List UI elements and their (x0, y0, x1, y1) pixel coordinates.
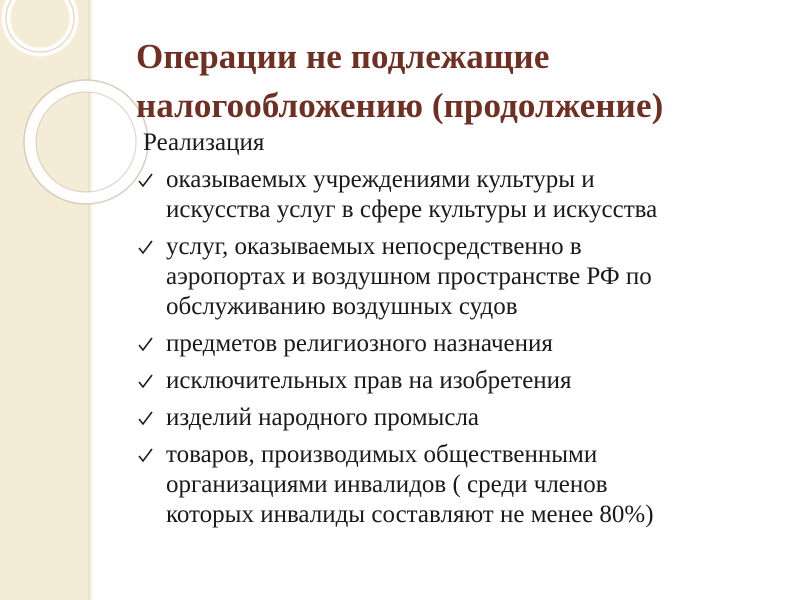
check-icon (134, 440, 158, 470)
intro-text: Реализация (143, 129, 265, 156)
list-item (143, 232, 773, 322)
list-item-text: оказываемых учреждениями культуры и (166, 166, 595, 193)
list-item (143, 329, 773, 359)
list-item-text: исключительных прав на изобретения (166, 367, 572, 394)
list-item (143, 403, 773, 433)
slide-title (136, 32, 776, 130)
list-item-text: изделий народного промысла (166, 404, 480, 431)
list-item-text: аэропортах и воздушном пространстве РФ по (166, 263, 652, 290)
list-item-text: предметов религиозного назначения (166, 330, 553, 357)
check-icon (134, 232, 158, 262)
check-icon (134, 165, 158, 195)
list-item (143, 366, 773, 396)
slide-title-line: налогообложению (продолжение) (136, 86, 664, 125)
check-icon (134, 403, 158, 433)
list-item (143, 165, 773, 225)
check-icon (134, 366, 158, 396)
list-item-text: товаров, производимых общественными (166, 441, 598, 468)
list-item-text: услуг, оказываемых непосредственно в (166, 233, 582, 260)
list-item-text: организациями инвалидов ( среди членов (166, 471, 608, 498)
list-item-text: искусства услуг в сфере культуры и искусства (166, 196, 658, 223)
list-item (143, 440, 773, 530)
slide-title-line: Операции не подлежащие (136, 37, 550, 76)
list-item-text: обслуживанию воздушных судов (166, 293, 518, 320)
check-icon (134, 329, 158, 359)
bullet-list (143, 165, 773, 530)
slide-content (143, 128, 773, 537)
list-item-text: которых инвалиды составляют не менее 80%) (166, 501, 654, 528)
